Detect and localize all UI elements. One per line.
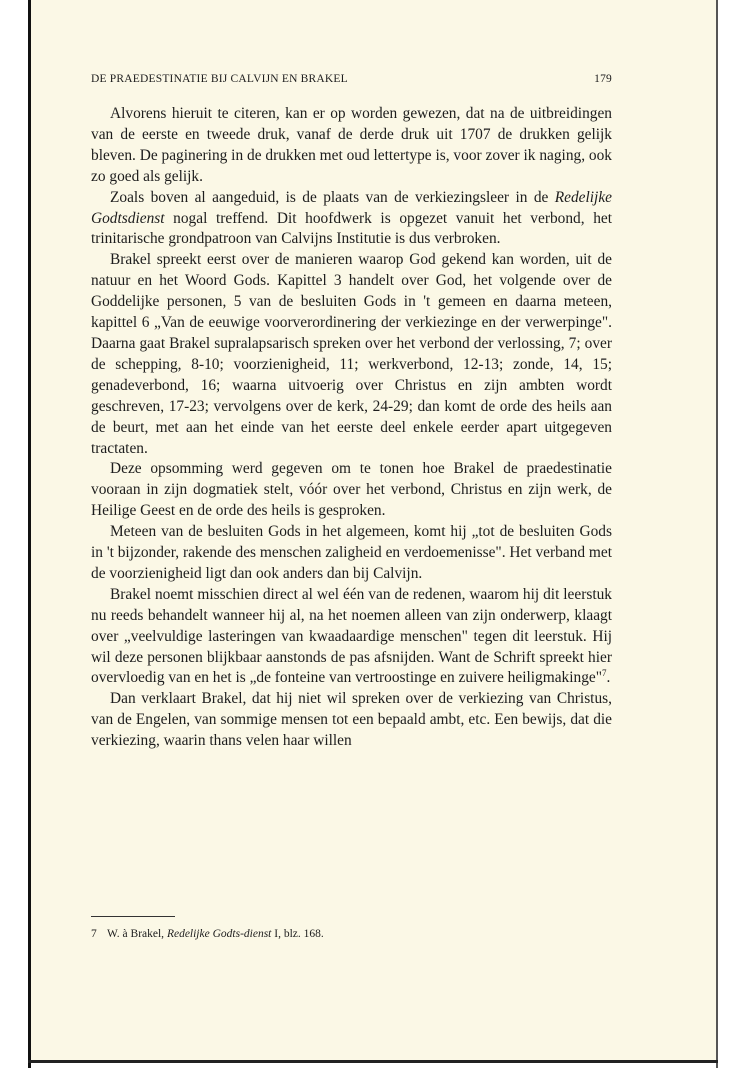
paragraph bbox=[91, 104, 612, 188]
paragraph-text: Brakel spreekt eerst over de manieren waarop God gekend kan worden, uit de natuur en het Woord Gods. Kapittel 3 handelt over God, het volgende over de Goddelijke personen, 5 van de besluiten Gods in 't gemeen en daarna meteen, kapittel 6 „Van de eeuwige voorverordinering der verkiezinge en der verwerpinge". Daarna gaat Brakel supralapsarisch spreken over het verbond der verlossing, 7; over de schepping, 8-10; voorzienigheid, 11; werkverbond, 12-13; zonde, 14, 15; genadeverbond, 16; waarna uitvoerig over Christus en zijn ambten wordt geschreven, 17-23; vervolgens over de kerk, 24-29; dan komt de orde des heils aan de beurt, met aan het einde van het eerste deel enkele eerder apart uitgegeven tractaten. bbox=[91, 251, 612, 457]
footnote-text-before: W. à Brakel, bbox=[107, 928, 167, 940]
paragraph bbox=[91, 188, 612, 251]
book-title-italic: Redelijke Godtsdienst bbox=[91, 188, 612, 227]
paragraph-text-after: . bbox=[606, 669, 611, 687]
paragraph-text-after: nogal treffend. Dit hoofdwerk is opgezet vanuit het verbond, het trinitarische grondpatroon van Calvijns Institutie is dus verbroken. bbox=[91, 209, 612, 248]
paragraph-text-before: Zoals boven al aangeduid, is de plaats van de verkiezingsleer in de bbox=[110, 188, 555, 206]
footnote-text-after: I, blz. 168. bbox=[271, 928, 324, 940]
footnote-book-title: Redelijke Godts-dienst bbox=[166, 928, 272, 940]
paragraph bbox=[91, 585, 612, 690]
footnote-number: 7 bbox=[91, 928, 97, 940]
paragraph-text: Dan verklaart Brakel, dat hij niet wil spreken over de verkiezing van Christus, van de Engelen, van sommige mensen tot een bepaald ambt, etc. Een bewijs, dat die verkiezing, waarin thans velen haar willen bbox=[91, 690, 612, 750]
running-title: DE PRAEDESTINATIE BIJ CALVIJN EN BRAKEL bbox=[91, 73, 348, 85]
paragraph-text: Deze opsomming werd gegeven om te tonen hoe Brakel de praedestinatie vooraan in zijn dogmatiek stelt, vóór over het verbond, Christus en zijn werk, de Heilige Geest en de orde des heils is gesproken. bbox=[91, 460, 612, 520]
paragraph-text-before: Brakel noemt misschien direct al wel één van de redenen, waarom hij dit leerstuk nu reeds behandelt wanneer hij al, na het noemen alleen van zijn onderwerp, klaagt over „veelvuldige lasteringen van kwaadaardige menschen" tegen dit leerstuk. Hij wil deze personen blijkbaar aanstonds de pas afsnijden. Want de Schrift spreekt hier overvloedig van en het is „de fonteine van vertroostinge en zuivere heiligmakinge" bbox=[91, 585, 612, 687]
footnote-reference: 7 bbox=[602, 668, 607, 679]
paragraph-text: Alvorens hieruit te citeren, kan er op worden gewezen, dat na de uitbreidingen van de eerste en tweede druk, vanaf de derde druk uit 1707 de drukken gelijk bleven. De paginering in de drukken met oud lettertype is, voor zover ik naging, ook zo goed als gelijk. bbox=[91, 105, 613, 185]
paragraph bbox=[91, 689, 612, 752]
scan-border-right bbox=[716, 0, 718, 1068]
paragraph bbox=[91, 250, 612, 459]
paragraph bbox=[91, 459, 612, 522]
footnote bbox=[91, 928, 612, 940]
body-text bbox=[91, 104, 612, 752]
scan-border-bottom bbox=[28, 1060, 718, 1063]
paragraph bbox=[91, 522, 612, 585]
paragraph-text: Meteen van de besluiten Gods in het algemeen, komt hij „tot de besluiten Gods in 't bijzonder, rakende des menschen zaligheid en verdoemenisse". Het verband met de voorzienigheid ligt dan ook anders dan bij Calvijn. bbox=[91, 523, 612, 582]
footnote-rule bbox=[91, 916, 175, 917]
page-number: 179 bbox=[594, 73, 612, 85]
